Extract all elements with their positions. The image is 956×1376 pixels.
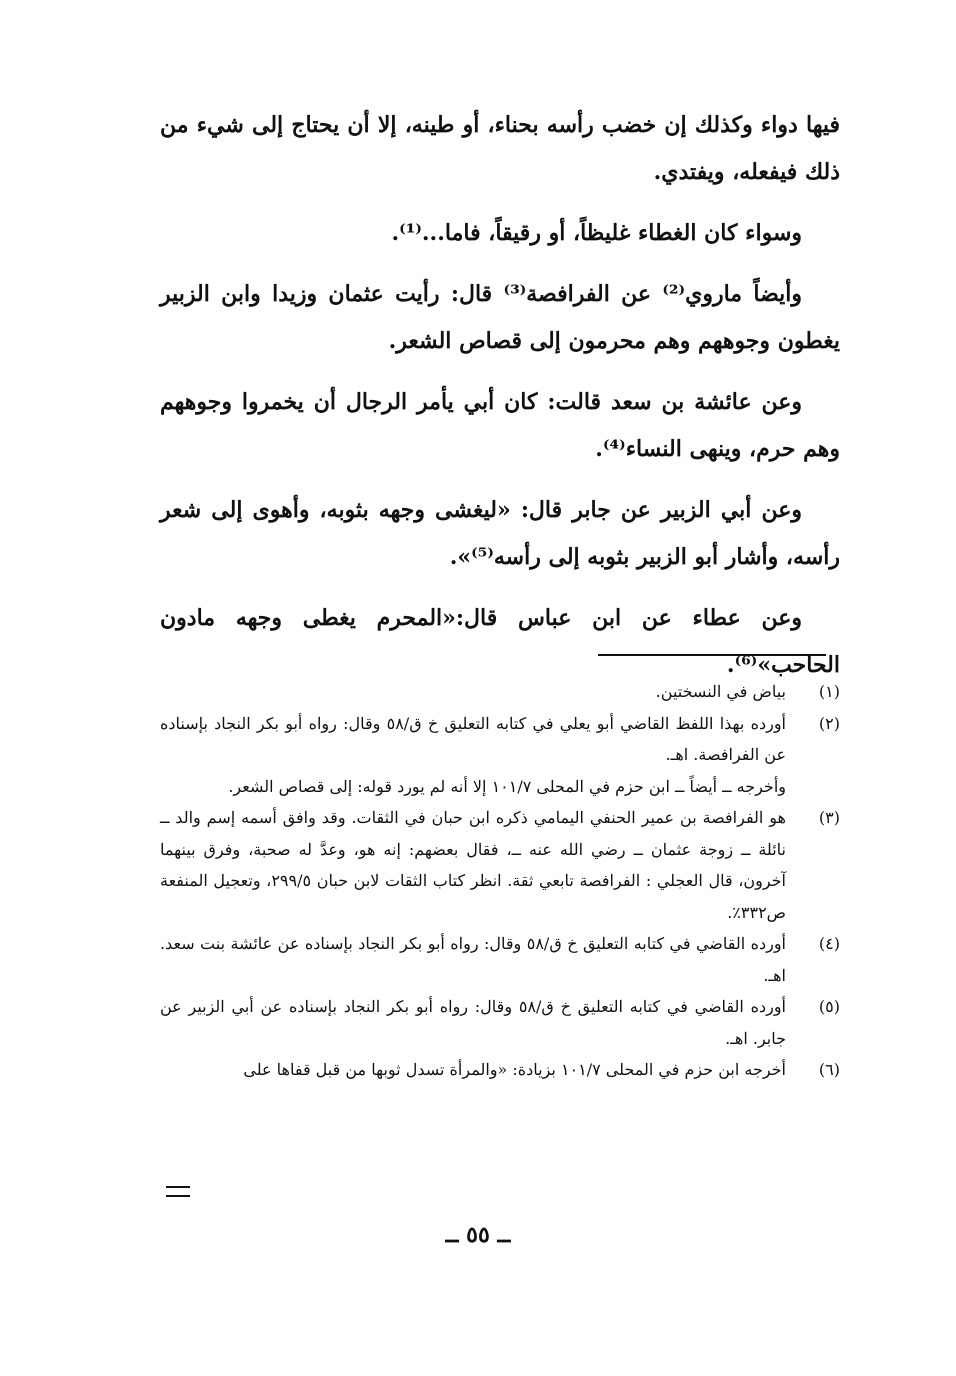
paragraph: وعن عطاء عن ابن عباس قال:«المحرم يغطى وجهه مادون الحاحب»⁽⁶⁾. bbox=[160, 605, 840, 678]
paragraph: وسواء كان الغطاء غليظاً، أو رقيقاً، فاما...⁽¹⁾. bbox=[391, 220, 802, 246]
footnote-number: (١) bbox=[818, 682, 840, 701]
paragraph: وأيضاً ماروي⁽²⁾ عن الفرافصة⁽³⁾ قال: رأيت عثمان وزيدا وابن الزبير يغطون وجوههم وهم محرمون إلى قصاص الشعر. bbox=[160, 281, 840, 354]
footnote bbox=[160, 802, 840, 928]
page-number: ــ ٥٥ ــ bbox=[445, 1222, 511, 1248]
footnote-text: أورده القاضي في كتابه التعليق خ ق/٥٨ وقال: رواه أبو بكر النجاد بإسناده عن أبي الزبير عن جابر. اهـ. bbox=[160, 997, 786, 1048]
footnote-text: وأخرجه ــ أيضاً ــ ابن حزم في المحلى ١٠١/٧ إلا أنه لم يورد قوله: إلى قصاص الشعر. bbox=[228, 776, 786, 796]
footnote-number: (٤) bbox=[818, 934, 840, 953]
paragraph: وعن أبي الزبير عن جابر قال: «ليغشى وجهه بثوبه، وأهوى إلى شعر رأسه، وأشار أبو الزبير بثوبه إلى رأسه⁽⁵⁾». bbox=[160, 497, 840, 570]
footnote-text: أورده بهذا اللفظ القاضي أبو يعلي في كتابه التعليق خ ق/٥٨ وقال: رواه أبو بكر النجاد بإسناده عن الفرافصة. اهـ. bbox=[160, 713, 787, 764]
footnote bbox=[160, 928, 840, 991]
footnote bbox=[160, 708, 840, 803]
footnote bbox=[160, 991, 840, 1054]
paragraph: وعن عائشة بن سعد قالت: كان أبي يأمر الرجال أن يخمروا وجوههم وهم حرم، وينهى النساء⁽⁴⁾. bbox=[160, 389, 840, 462]
continuation-mark bbox=[166, 1186, 190, 1197]
footnote-number: (٥) bbox=[818, 997, 840, 1016]
footnote-number: (٦) bbox=[818, 1060, 840, 1079]
footnote-text: بياض في النسختين. bbox=[655, 682, 786, 701]
footnote-text: أورده القاضي في كتابه التعليق خ ق/٥٨ وقال: رواه أبو بكر النجاد بإسناده عن عائشة بنت سعد. اهـ. bbox=[160, 934, 786, 985]
footnote-separator bbox=[598, 654, 826, 656]
footnote-number: (٢) bbox=[818, 713, 840, 733]
paragraph: فيها دواء وكذلك إن خضب رأسه بحناء، أو طينه، إلا أن يحتاج إلى شيء من ذلك فيفعله، ويفتدي. bbox=[160, 112, 840, 185]
footnote-text: هو الفرافصة بن عمير الحنفي اليمامي ذكره ابن حبان في الثقات. وقد وافق أسمه إسم والد ــ نائلة ــ زوجة عثمان ــ رضي الله عنه ــ، فقال بعضهم: إنه هو، وعدَّ له صحبة، وفرق بينهما آخرون، قال العجلي : الفرافصة تابعي ثقة. انظر كتاب الثقات لابن حبان ٢٩٩/٥، وتعجيل المنفعة ص٣٣٢٪. bbox=[160, 808, 786, 922]
footnote bbox=[160, 676, 840, 708]
footnote-number: (٣) bbox=[818, 808, 840, 827]
footnotes bbox=[160, 676, 840, 1086]
footnote-text: أخرجه ابن حزم في المحلى ١٠١/٧ بزيادة: «والمرأة تسدل ثوبها من قبل قفاها على bbox=[243, 1060, 786, 1079]
main-text bbox=[160, 102, 840, 703]
footnote bbox=[160, 1054, 840, 1086]
